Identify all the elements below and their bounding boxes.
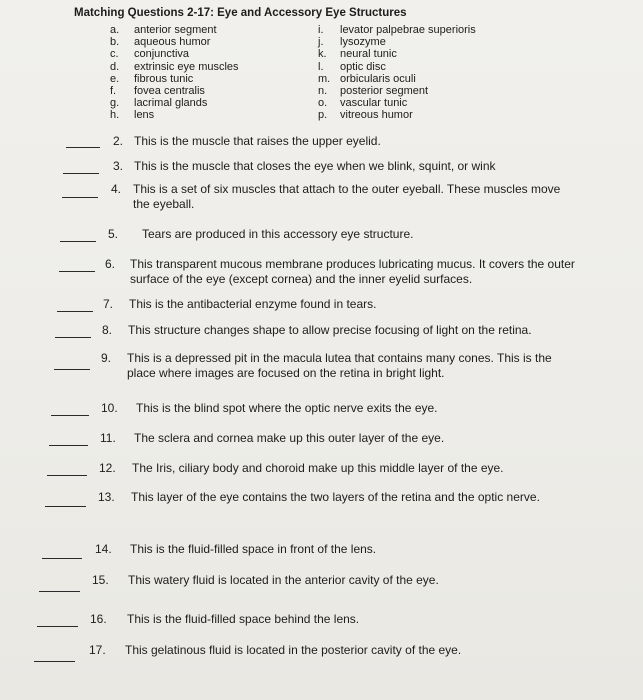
option-letter: j.	[318, 36, 324, 49]
option-text: aqueous humor	[134, 36, 211, 49]
answer-blank[interactable]	[57, 311, 93, 312]
option-letter: k.	[318, 48, 327, 61]
worksheet-title: Matching Questions 2-17: Eye and Accessory Eye Structures	[74, 7, 407, 19]
answer-blank[interactable]	[54, 369, 90, 370]
option-text: extrinsic eye muscles	[134, 60, 239, 73]
option-letter: p.	[318, 109, 328, 122]
option-letter: f.	[110, 85, 117, 97]
option-item	[318, 85, 428, 97]
question-text: Tears are produced in this accessory eye structure.	[142, 227, 414, 241]
option-text: levator palpebrae superioris	[340, 24, 476, 36]
option-letter: a.	[110, 24, 120, 36]
option-letter: b.	[110, 36, 120, 49]
option-text: anterior segment	[134, 24, 217, 36]
question-number: 2.	[113, 134, 124, 148]
question-text: This is the muscle that closes the eye when we blink, squint, or wink	[134, 159, 496, 173]
option-item	[110, 36, 210, 48]
option-text: lacrimal glands	[134, 97, 208, 110]
option-letter: o.	[318, 97, 328, 110]
option-item	[110, 85, 205, 97]
answer-blank[interactable]	[55, 337, 91, 338]
answer-blank[interactable]	[45, 506, 86, 507]
question-text: The sclera and cornea make up this outer layer of the eye.	[134, 431, 445, 445]
option-item	[110, 24, 217, 36]
question-number: 15.	[92, 573, 109, 587]
option-item	[318, 73, 416, 85]
option-text: fovea centralis	[134, 85, 205, 97]
question-number: 4.	[111, 182, 122, 196]
question-text: This is the fluid-filled space behind the lens.	[127, 612, 360, 626]
question-number: 9.	[101, 351, 112, 365]
answer-blank[interactable]	[51, 415, 89, 416]
question-text: This is the fluid-filled space in front of the lens.	[130, 542, 377, 556]
answer-blank[interactable]	[42, 558, 82, 559]
question-text: This gelatinous fluid is located in the posterior cavity of the eye.	[125, 643, 462, 657]
question-number: 16.	[90, 612, 107, 626]
question-text: The Iris, ciliary body and choroid make up this middle layer of the eye.	[132, 461, 504, 475]
answer-blank[interactable]	[66, 147, 100, 148]
answer-blank[interactable]	[37, 626, 78, 627]
option-letter: c.	[110, 48, 119, 61]
option-item	[110, 61, 239, 73]
option-item	[110, 73, 193, 85]
option-text: conjunctiva	[134, 48, 190, 61]
question-number: 7.	[103, 297, 114, 311]
answer-blank[interactable]	[59, 271, 95, 272]
answer-blank[interactable]	[34, 661, 75, 662]
option-item	[318, 36, 386, 48]
question-number: 12.	[99, 461, 116, 475]
question-text: This watery fluid is located in the anterior cavity of the eye.	[128, 573, 439, 587]
option-text: vascular tunic	[340, 97, 408, 110]
answer-blank[interactable]	[49, 445, 88, 446]
option-item	[318, 61, 386, 73]
question-text: This is a depressed pit in the macula lutea that contains many cones. This is the place where images are focused on the retina in bright light.	[127, 351, 552, 380]
answer-blank[interactable]	[39, 591, 80, 592]
option-letter: e.	[110, 72, 120, 85]
option-item	[110, 48, 189, 60]
option-text: optic disc	[340, 60, 386, 73]
option-letter: l.	[318, 60, 324, 73]
question-text: This layer of the eye contains the two layers of the retina and the optic nerve.	[131, 490, 540, 504]
option-text: lysozyme	[340, 36, 386, 49]
option-text: lens	[134, 109, 155, 122]
option-item	[318, 48, 397, 60]
option-item	[318, 97, 407, 109]
question-number: 8.	[102, 323, 113, 337]
option-text: orbicularis oculi	[340, 72, 416, 85]
option-letter: m.	[318, 72, 331, 85]
answer-blank[interactable]	[60, 241, 96, 242]
option-letter: n.	[318, 85, 328, 97]
question-text: This is a set of six muscles that attach to the outer eyeball. These muscles move the eyeball.	[133, 182, 561, 211]
question-number: 11.	[100, 431, 116, 445]
question-number: 17.	[89, 643, 106, 657]
question-number: 13.	[98, 490, 115, 504]
option-item	[318, 24, 476, 36]
question-number: 3.	[113, 159, 124, 173]
answer-blank[interactable]	[47, 475, 87, 476]
question-text: This is the antibacterial enzyme found in tears.	[129, 297, 377, 311]
question-text: This is the blind spot where the optic nerve exits the eye.	[136, 401, 438, 415]
option-letter: h.	[110, 109, 120, 122]
question-text: This transparent mucous membrane produces lubricating mucus. It covers the outer surface of the eye (except cornea) and the inner eyelid surfaces.	[130, 257, 575, 286]
option-letter: d.	[110, 60, 120, 73]
option-text: vitreous humor	[340, 109, 413, 122]
option-letter: i.	[318, 24, 324, 36]
question-number: 6.	[105, 257, 116, 271]
option-text: fibrous tunic	[134, 72, 194, 85]
answer-blank[interactable]	[62, 197, 98, 198]
answer-blank[interactable]	[63, 173, 99, 174]
option-text: posterior segment	[340, 85, 429, 97]
question-number: 14.	[95, 542, 112, 556]
option-item	[318, 109, 413, 121]
question-number: 10.	[101, 401, 118, 415]
option-text: neural tunic	[340, 48, 397, 61]
question-text: This is the muscle that raises the upper eyelid.	[134, 134, 381, 148]
option-item	[110, 97, 207, 109]
option-letter: g.	[110, 97, 120, 110]
option-item	[110, 109, 154, 121]
question-number: 5.	[108, 227, 119, 241]
question-text: This structure changes shape to allow precise focusing of light on the retina.	[128, 323, 532, 337]
